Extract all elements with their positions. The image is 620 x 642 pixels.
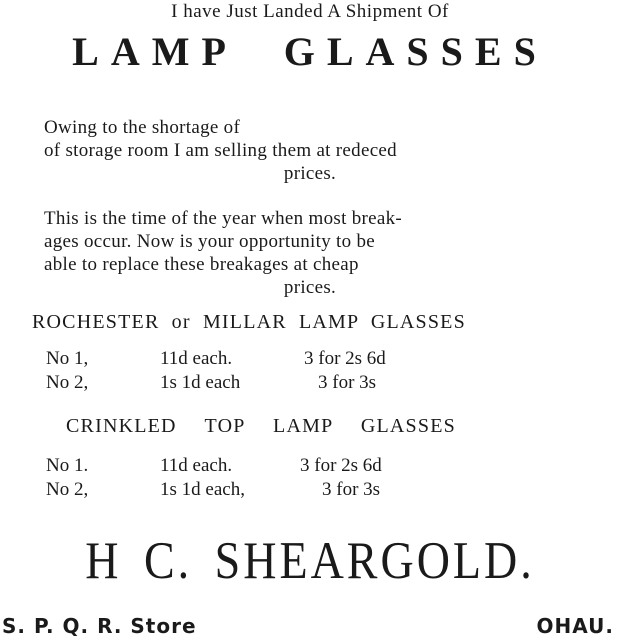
store-name: S. P. Q. R. Store bbox=[2, 614, 197, 638]
item-label: No 1, bbox=[46, 348, 89, 369]
item-label: No 2, bbox=[46, 479, 89, 500]
paragraph1-line1: Owing to the shortage of bbox=[44, 117, 241, 138]
price-row bbox=[0, 479, 620, 501]
section1-heading: ROCHESTER or MILLAR LAMP GLASSES bbox=[32, 311, 466, 333]
bulk-price: 3 for 2s 6d bbox=[304, 348, 386, 369]
price-row bbox=[0, 348, 620, 370]
paragraph2-line2: ages occur. Now is your opportunity to be bbox=[44, 231, 376, 252]
item-label: No 1. bbox=[46, 455, 89, 476]
paragraph2-line1: This is the time of the year when most break- bbox=[44, 208, 403, 229]
price-row bbox=[0, 455, 620, 477]
single-price: 11d each. bbox=[160, 348, 233, 369]
price-row bbox=[0, 372, 620, 394]
single-price: 11d each. bbox=[160, 455, 233, 476]
single-price: 1s 1d each bbox=[160, 372, 241, 393]
paragraph2-line4: prices. bbox=[283, 277, 337, 298]
bulk-price: 3 for 2s 6d bbox=[300, 455, 382, 476]
section2-heading: CRINKLED TOP LAMP GLASSES bbox=[66, 415, 456, 437]
intro-line: I have Just Landed A Shipment Of bbox=[171, 1, 449, 22]
single-price: 1s 1d each, bbox=[160, 479, 245, 500]
item-label: No 2, bbox=[46, 372, 89, 393]
paragraph1-line2: of storage room I am selling them at redeced bbox=[44, 140, 397, 161]
merchant-name: H C. SHEARGOLD. bbox=[85, 531, 535, 590]
bulk-price: 3 for 3s bbox=[322, 479, 381, 500]
headline: LAMP GLASSES bbox=[72, 29, 548, 74]
paragraph2-line3: able to replace these breakages at cheap bbox=[44, 254, 359, 275]
bulk-price: 3 for 3s bbox=[318, 372, 377, 393]
paragraph1-line3: prices. bbox=[283, 163, 337, 184]
town-name: OHAU. bbox=[536, 614, 614, 638]
